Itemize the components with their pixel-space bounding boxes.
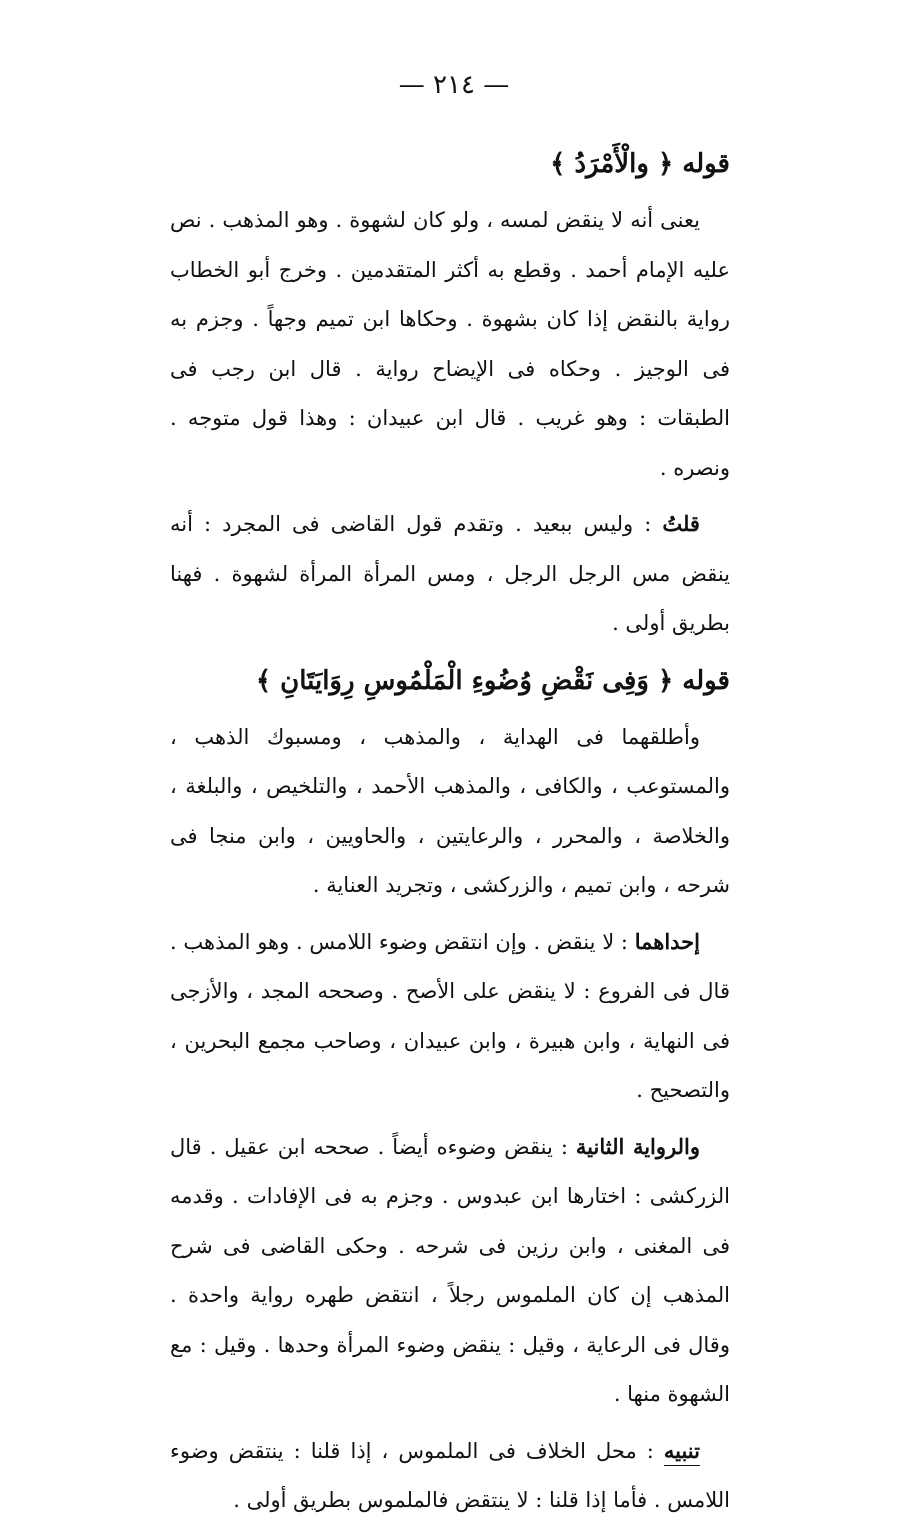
page-content [170,138,730,1532]
paragraph [170,713,730,911]
paragraph-text: : وليس ببعيد . وتقدم قول القاضى فى المجرد : أنه ينقض مس الرجل الرجل ، ومس المرأة المرأة لشهوة . فهنا بطريق أولى . [170,512,730,635]
paragraph-text: وأطلقهما فى الهداية ، والمذهب ، ومسبوك الذهب ، والمستوعب ، والكافى ، والمذهب الأحمد ، والتلخيص ، والبلغة ، والخلاصة ، والمحرر ، والرعايتين ، والحاويين ، وابن منجا فى شرحه ، وابن تميم ، والزركشى ، وتجريد العناية . [170,724,730,897]
paragraph [170,196,730,493]
paragraph-term: تنبيه [664,1438,700,1466]
paragraph-term: والرواية الثانية [575,1133,700,1159]
page-number: — ٢١٤ — [398,70,510,100]
heading-text: ﴿ وَفِى نَقْضِ وُضُوءِ الْمَلْمُوسِ رِوَايَتَانِ ﴾ [255,665,674,696]
paragraph-term: قلتُ [662,511,700,536]
paragraph-text: يعنى أنه لا ينقض لمسه ، ولو كان لشهوة . وهو المذهب . نص عليه الإمام أحمد . وقطع به أكثر المتقدمين . وخرج أبو الخطاب رواية بالنقض إذا كان بشهوة . وحكاها ابن تميم وجهاً . وجزم به فى الوجيز . وحكاه فى الإيضاح رواية . قال ابن رجب فى الطبقات : وهو غريب . قال ابن عبيدان : وهذا قول متوجه . ونصره . [170,208,730,480]
heading-prefix: قوله [682,149,730,179]
paragraph [170,917,730,1116]
heading-text: ﴿ والْأَمْرَدُ ﴾ [550,149,674,179]
paragraph-text: : ينقض وضوءه أيضاً . صححه ابن عقيل . قال الزركشى : اختارها ابن عبدوس . وجزم به فى الإفادات . وقدمه فى المغنى ، وابن رزين فى شرحه . وحكى القاضى فى شرح المذهب إن كان الملموس رجلاً ، انتقض طهره رواية واحدة . وقال فى الرعاية ، وقيل : ينقض وضوء المرأة وحدها . وقيل : مع الشهوة منها . [170,1134,730,1406]
heading-prefix: قوله [682,665,730,696]
section-heading-2 [170,655,730,707]
paragraph-text: : لا ينقض . وإن انتقض وضوء اللامس . وهو المذهب . قال فى الفروع : لا ينقض على الأصح . وصححه المجد ، والأزجى فى النهاية ، وابن هبيرة ، وابن عبيدان ، وصاحب مجمع البحرين ، والتصحيح . [170,929,730,1102]
section-heading-1 [170,138,730,190]
paragraph-text: : محل الخلاف فى الملموس ، إذا قلنا : ينتقض وضوء اللامس . فأما إذا قلنا : لا ينتقض فالملموس بطريق أولى . [170,1438,730,1512]
paragraph [170,1122,730,1420]
paragraph [170,499,730,649]
paragraph-term: إحداهما [634,928,700,954]
paragraph [170,1426,730,1526]
